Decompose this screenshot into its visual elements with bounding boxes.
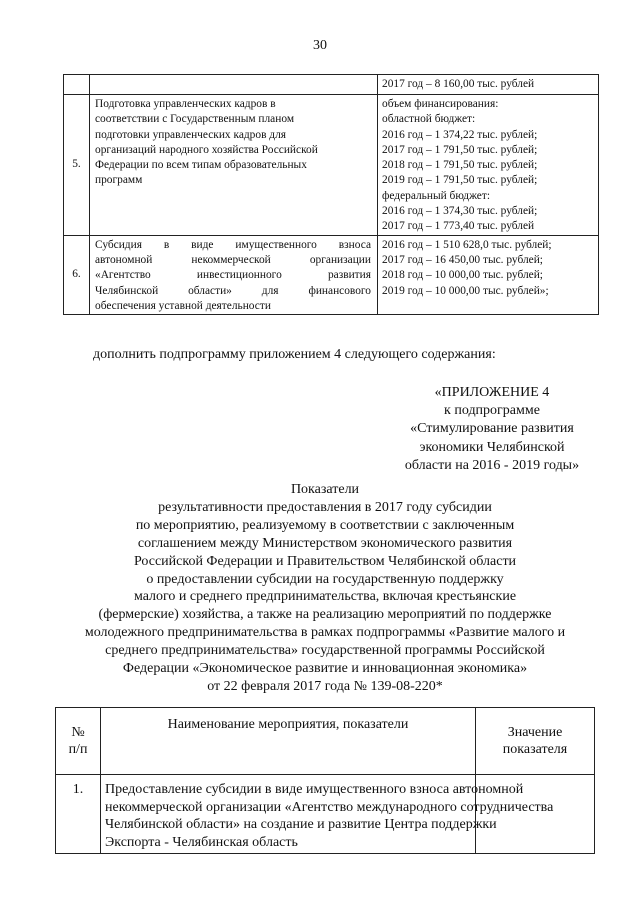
name-line: Экспорта - Челябинская область <box>105 834 298 850</box>
heading-line: Показатели <box>290 482 360 497</box>
financing-line: 2017 год – 1 773,40 тыс. рублей <box>382 220 535 233</box>
financing-line: 2017 год – 8 160,00 тыс. рублей <box>382 78 535 90</box>
row-number-cell: 5. <box>64 95 90 236</box>
financing-cell <box>378 95 599 236</box>
name-line: Субсидия в виде имущественного взноса <box>95 238 371 251</box>
heading-line: (фермерские) хозяйства, а также на реализацию мероприятий по поддержке <box>98 607 552 623</box>
appendix-header <box>382 384 602 475</box>
financing-line: 2017 год – 1 791,50 тыс. рублей; <box>382 143 538 156</box>
heading-line: о предоставлении субсидии на государственную поддержку <box>146 571 504 587</box>
heading-line: от 22 февраля 2017 года № 139-08-220* <box>207 678 443 694</box>
table-row <box>64 75 599 95</box>
appendix-line: «ПРИЛОЖЕНИЕ 4 <box>434 385 550 400</box>
heading-line: Российской Федерации и Правительством Челябинской области <box>133 553 517 569</box>
header-value-line: показателя <box>502 742 568 757</box>
heading-line: малого и среднего предпринимательства, включая крестьянские <box>133 589 517 605</box>
table-row <box>64 235 599 314</box>
indicators-table <box>55 707 595 854</box>
heading-line: соглашением между Министерством экономического развития <box>137 535 513 551</box>
row-number-cell <box>64 75 90 95</box>
financing-line: федеральный бюджет: <box>382 189 490 202</box>
name-line: программ <box>95 174 143 187</box>
name-line: организаций народного хозяйства Российской <box>95 143 318 156</box>
instruction-text: дополнить подпрограмму приложением 4 следующего содержания: <box>93 347 496 362</box>
financing-line: 2016 год – 1 510 628,0 тыс. рублей; <box>382 238 552 251</box>
name-line: Предоставление субсидии в виде имущественного взноса автономной <box>105 782 524 797</box>
name-line: Подготовка управленческих кадров в <box>95 98 276 110</box>
appendix-line: области на 2016 - 2019 годы» <box>404 457 580 473</box>
financing-line: 2019 год – 1 791,50 тыс. рублей; <box>382 174 538 187</box>
measure-name-cell <box>90 235 378 314</box>
header-number-line: п/п <box>68 742 88 757</box>
financing-line: 2017 год – 16 450,00 тыс. рублей; <box>382 253 543 266</box>
heading-line: Федерации «Экономическое развитие и инновационная экономика» <box>122 661 528 677</box>
funding-table <box>63 74 599 315</box>
name-line: Челябинской области» на создание и развитие Центра поддержки <box>105 817 497 832</box>
financing-line: объем финансирования: <box>382 98 499 110</box>
financing-line: областной бюджет: <box>382 113 476 126</box>
financing-line: 2018 год – 10 000,00 тыс. рублей; <box>382 269 543 282</box>
heading-line: молодежного предпринимательства в рамках подпрограммы «Развитие малого и <box>84 625 566 641</box>
financing-line: 2016 год – 1 374,30 тыс. рублей; <box>382 205 538 218</box>
measure-name-cell <box>101 775 554 854</box>
header-number-line: № <box>71 724 85 740</box>
header-name: Наименование мероприятия, показатели <box>101 708 476 775</box>
name-line: Челябинской области» для финансового <box>95 284 371 297</box>
header-value <box>476 708 595 775</box>
header-value-line: Значение <box>507 724 563 740</box>
name-line: обеспечения уставной деятельности <box>95 299 271 312</box>
name-line: «Агентство инвестиционного развития <box>95 269 371 282</box>
heading-line: по мероприятию, реализуемому в соответствии с заключенным <box>135 517 515 533</box>
financing-cell <box>378 235 599 314</box>
table-row <box>64 95 599 236</box>
appendix-line: экономики Челябинской <box>419 439 565 455</box>
financing-cell <box>378 75 599 95</box>
name-line: некоммерческой организации «Агентство международного сотрудничества <box>105 799 554 815</box>
measure-name-cell <box>90 75 378 95</box>
row-number-cell: 1. <box>56 775 101 854</box>
row-number-cell: 6. <box>64 235 90 314</box>
name-line: Федерации по всем типам образовательных <box>95 159 307 172</box>
name-line: подготовки управленческих кадров для <box>95 128 287 141</box>
financing-line: 2018 год – 1 791,50 тыс. рублей; <box>382 159 538 172</box>
document-heading <box>52 481 598 696</box>
financing-line: 2016 год – 1 374,22 тыс. рублей; <box>382 128 538 141</box>
heading-line: среднего предпринимательства» государственной программы Российской <box>105 643 545 659</box>
page-number: 30 <box>313 38 327 53</box>
appendix-line: к подпрограмме <box>444 403 540 419</box>
heading-line: результативности предоставления в 2017 году субсидии <box>158 499 492 515</box>
name-line: соответствии с Государственным планом <box>95 113 295 126</box>
header-number <box>56 708 101 775</box>
table-row <box>56 775 595 854</box>
appendix-line: «Стимулирование развития <box>410 421 574 437</box>
table-header-row <box>56 708 595 775</box>
name-line: автономной некоммерческой организации <box>95 253 371 266</box>
measure-name-cell <box>90 95 378 236</box>
financing-line: 2019 год – 10 000,00 тыс. рублей»; <box>382 284 549 297</box>
